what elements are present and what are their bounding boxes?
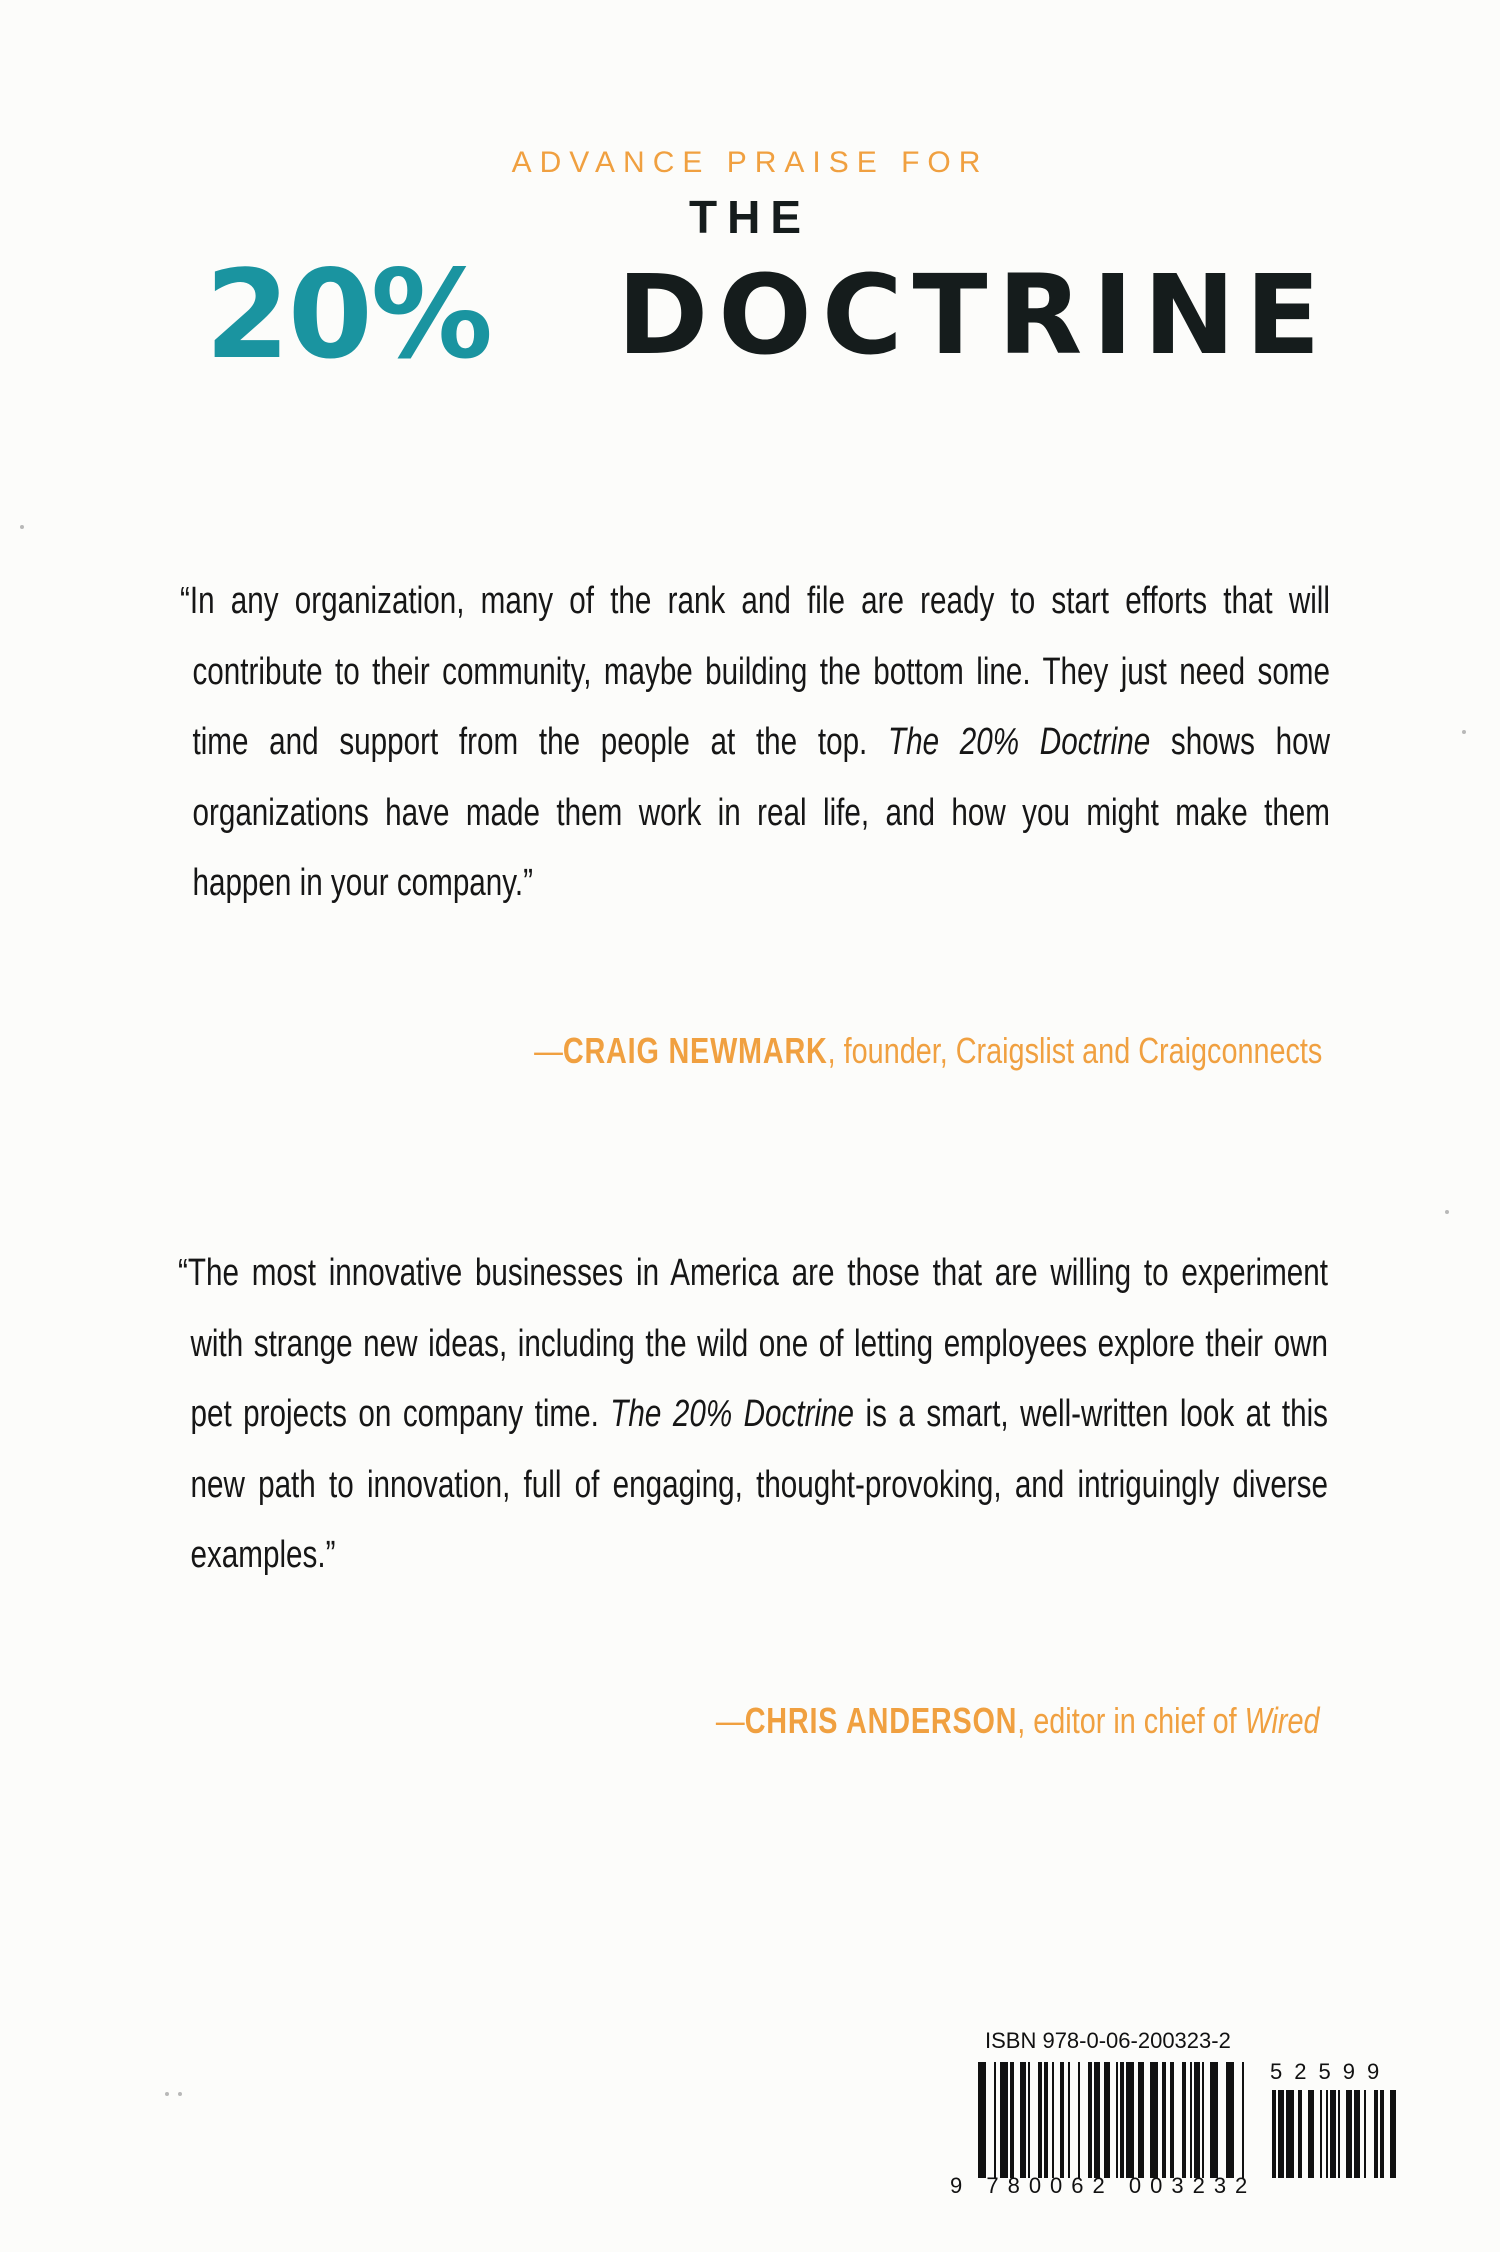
barcode-bar — [1116, 2062, 1118, 2178]
barcode-bar — [1364, 2090, 1366, 2178]
barcode-bar — [1298, 2090, 1302, 2178]
barcode-bar — [1010, 2062, 1014, 2178]
quote-text: is a smart, well-written look at this new path to innovation, full of engaging, thought-provoking, and intriguingly diverse examples.” — [190, 1393, 1328, 1576]
barcode-bar — [1104, 2062, 1110, 2178]
barcode-bar — [1354, 2090, 1360, 2178]
barcode-bar — [1272, 2090, 1276, 2178]
barcode-bar — [1326, 2090, 1328, 2178]
barcode-bar — [1338, 2090, 1340, 2178]
barcode-bar — [1170, 2062, 1174, 2178]
attribution-dash: — — [716, 1700, 746, 1741]
quote-text: “In any organization, many of the rank and file are ready to start efforts that will contribute to their community, maybe building the bottom line. They just need some time and support from the people at the top. — [180, 580, 1330, 763]
barcode-bar — [1286, 2090, 1294, 2178]
paper-speck — [178, 2092, 182, 2096]
barcode-bars-price — [1272, 2090, 1396, 2178]
paper-speck — [1445, 1210, 1449, 1214]
barcode-bars-main — [978, 2062, 1244, 2178]
barcode-bar — [978, 2062, 986, 2178]
paper-speck — [20, 525, 24, 529]
barcode-bar — [1094, 2062, 1100, 2178]
barcode-bar — [1020, 2062, 1026, 2178]
quote-text: shows how organizations have made them work in real life, and how you might make them happen in your company.” — [192, 721, 1330, 904]
barcode-bar — [1052, 2062, 1054, 2178]
kicker-text: ADVANCE PRAISE FOR — [511, 146, 989, 179]
barcode-bar — [1278, 2090, 1284, 2178]
price-code: 52599 — [1270, 2059, 1392, 2084]
barcode-bar — [1226, 2062, 1234, 2178]
barcode-bar — [1028, 2062, 1030, 2178]
attribution-publication: Wired — [1245, 1700, 1320, 1741]
attribution-name: CRAIG NEWMARK — [562, 1030, 828, 1071]
barcode-bar — [1060, 2062, 1064, 2178]
barcode-bar — [1210, 2062, 1218, 2178]
attribution-name: CHRIS ANDERSON — [745, 1700, 1018, 1741]
barcode-bar — [1380, 2090, 1384, 2178]
barcode-bar — [1038, 2062, 1042, 2178]
quote-book-title: The 20% Doctrine — [887, 721, 1151, 763]
barcode-bar — [1068, 2062, 1070, 2178]
barcode-bar — [1330, 2090, 1336, 2178]
barcode-bar — [1162, 2062, 1166, 2178]
quote-text: “The most innovative businesses in America are those that are willing to experiment with strange new ideas, including the wild one of letting employees explore their own pet projects on company time. — [178, 1252, 1328, 1435]
title-doctrine: DOCTRINE — [617, 251, 1331, 379]
barcode-bar — [1150, 2062, 1158, 2178]
barcode-bar — [1202, 2062, 1204, 2178]
barcode-bar — [1346, 2090, 1352, 2178]
paper-speck — [165, 2092, 169, 2096]
title-percent: 20% — [205, 244, 492, 386]
barcode-bar — [1120, 2062, 1124, 2178]
quote-book-title: The 20% Doctrine — [610, 1393, 855, 1435]
barcode-bar — [1044, 2062, 1048, 2178]
barcode-bar — [1088, 2062, 1092, 2178]
barcode-bar — [1182, 2062, 1186, 2178]
barcode-bar — [1194, 2062, 1200, 2178]
barcode-bar — [1242, 2062, 1244, 2178]
barcode-bar — [1190, 2062, 1192, 2178]
barcode-digits: 9 780062 003232 — [950, 2173, 1257, 2198]
barcode-bar — [1126, 2062, 1134, 2178]
barcode-bar — [994, 2062, 996, 2178]
barcode-bar — [1078, 2062, 1080, 2178]
isbn-label: ISBN 978-0-06-200323-2 — [985, 2028, 1231, 2053]
barcode-bar — [1308, 2090, 1314, 2178]
barcode-bar — [1374, 2090, 1378, 2178]
barcode-bar — [1320, 2090, 1322, 2178]
paper-speck — [1462, 730, 1466, 734]
title-the: THE — [689, 191, 811, 243]
barcode-bar — [1138, 2062, 1144, 2178]
barcode-bar — [1390, 2090, 1396, 2178]
attribution-role: , editor in chief of — [1017, 1700, 1246, 1741]
attribution-dash: — — [533, 1030, 563, 1071]
attribution-role: , founder, Craigslist and Craigconnects — [827, 1030, 1322, 1071]
barcode-bar — [1000, 2062, 1008, 2178]
